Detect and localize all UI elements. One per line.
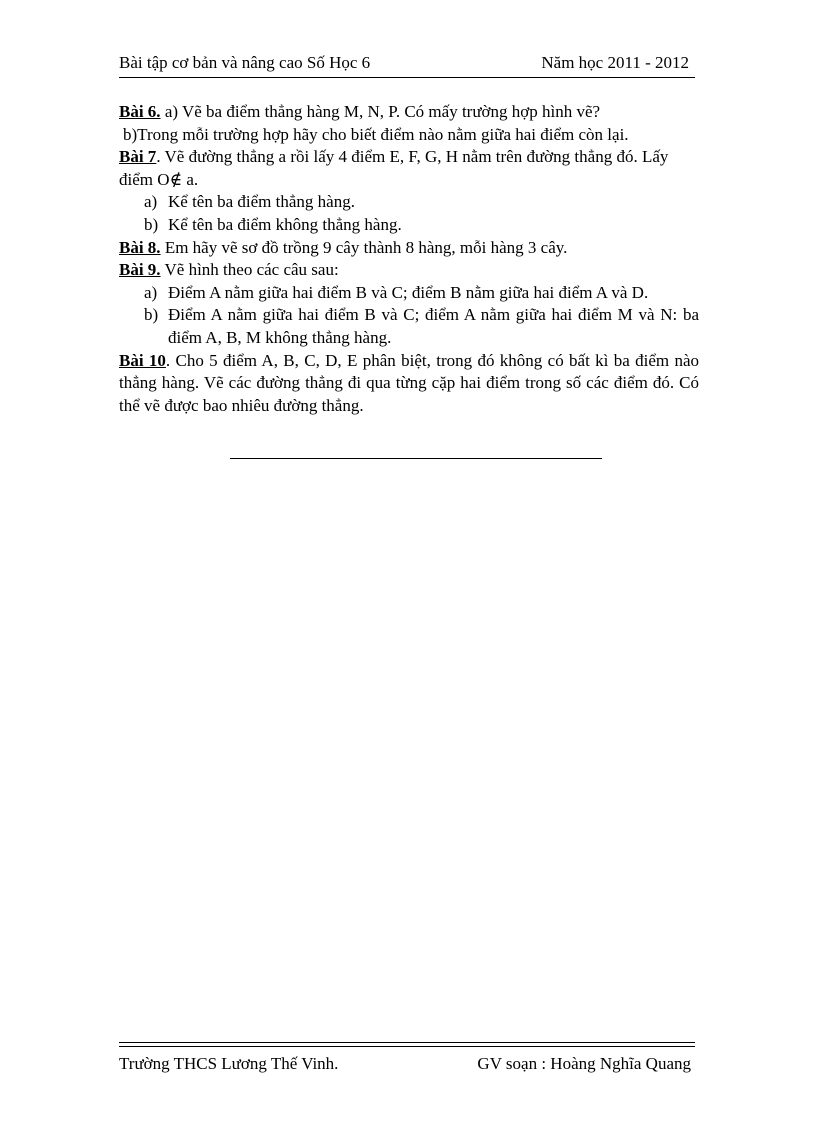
footer-school: Trường THCS Lương Thế Vinh. xyxy=(119,1054,339,1073)
page-header xyxy=(119,52,689,76)
bai7-item-b xyxy=(119,214,699,237)
bai9-text: Vẽ hình theo các câu sau: xyxy=(160,260,339,280)
list-item-text: Điểm A nằm giữa hai điểm B và C; điểm B nằm giữa hai điểm A và D. xyxy=(168,282,649,302)
bai9-item-b xyxy=(119,304,699,349)
header-year: Năm học 2011 - 2012 xyxy=(541,53,689,72)
exercise-content xyxy=(119,101,699,417)
footer-divider-top xyxy=(119,1042,695,1043)
bai7-label: Bài 7 xyxy=(119,147,157,167)
footer-teacher: GV soạn : Hoàng Nghĩa Quang xyxy=(477,1054,691,1073)
bai8-text: Em hãy vẽ sơ đồ trồng 9 cây thành 8 hàng, mỗi hàng 3 cây. xyxy=(160,237,568,257)
bai6-text: a) Vẽ ba điểm thẳng hàng M, N, P. Có mấy trường hợp hình vẽ? xyxy=(160,102,601,121)
bai9-paragraph xyxy=(119,259,699,282)
bai8-paragraph xyxy=(119,237,699,260)
bai7-paragraph xyxy=(119,146,699,191)
header-title: Bài tập cơ bản và nâng cao Số Học 6 xyxy=(119,53,371,72)
bai9-label: Bài 9. xyxy=(119,260,161,280)
bai7-text: . Vẽ đường thẳng a rồi lấy 4 điểm E, F, G, H nằm trên đường thẳng đó. Lấy điểm O∉ a. xyxy=(119,147,669,189)
bai10-paragraph xyxy=(119,350,699,418)
bai9-item-a xyxy=(119,282,699,305)
list-marker: a) xyxy=(144,282,158,302)
section-end-divider xyxy=(230,458,602,459)
list-item-text: Kể tên ba điểm không thẳng hàng. xyxy=(168,214,402,234)
list-marker: b) xyxy=(144,305,159,325)
bai10-label: Bài 10 xyxy=(119,350,166,370)
bai6-line2: b)Trong mỗi trường hợp hãy cho biết điểm nào nằm giữa hai điểm còn lại. xyxy=(123,124,629,144)
list-marker: a) xyxy=(144,192,158,212)
bai10-text: . Cho 5 điểm A, B, C, D, E phân biệt, trong đó không có bất kì ba điểm nào thẳng hàng. Vẽ các đường thẳng đi qua từng cặp hai điểm trong số các điểm đó. Có thể vẽ được bao nhiêu đường thẳng. xyxy=(119,350,699,415)
bai7-item-a xyxy=(119,191,699,214)
bai6-line1 xyxy=(119,101,699,124)
list-item-text: Điểm A nằm giữa hai điểm B và C; điểm A nằm giữa hai điểm M và N: ba điểm A, B, M không thẳng hàng. xyxy=(168,305,699,347)
bai8-label: Bài 8. xyxy=(119,237,161,257)
footer-divider-bottom xyxy=(119,1046,695,1047)
header-divider xyxy=(119,77,695,78)
list-item-text: Kể tên ba điểm thẳng hàng. xyxy=(168,192,355,212)
page-footer xyxy=(119,1053,691,1077)
bai6-label: Bài 6. xyxy=(119,102,161,121)
list-marker: b) xyxy=(144,214,159,234)
